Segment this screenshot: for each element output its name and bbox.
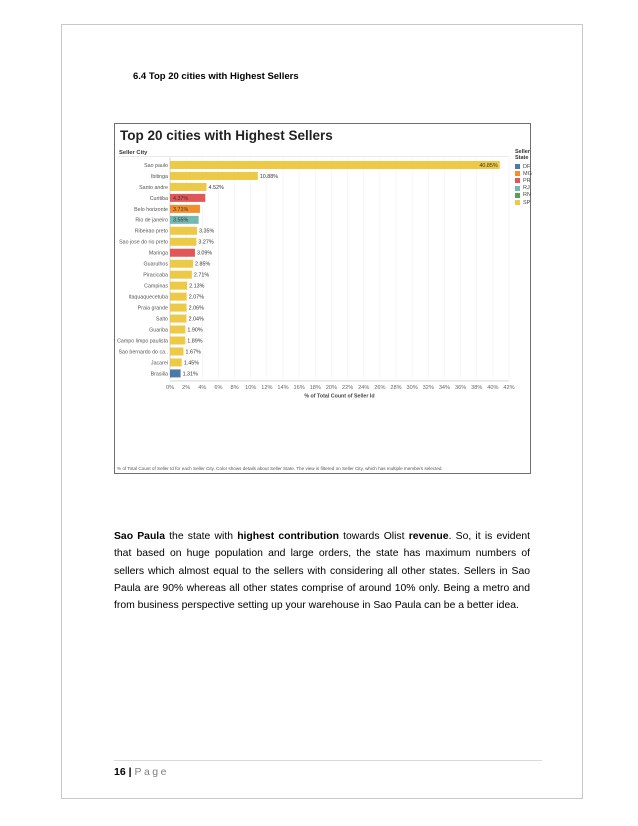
footer-separator: |: [125, 766, 135, 778]
x-tick-label: 10%: [245, 384, 257, 391]
category-label: Piracicaba: [143, 272, 168, 279]
page-footer: [114, 766, 169, 778]
legend-swatch: [515, 171, 520, 176]
bar: [170, 315, 186, 323]
chart-title: Top 20 cities with Highest Sellers: [120, 128, 333, 143]
legend-item: [515, 199, 532, 206]
legend-item: [515, 177, 532, 184]
legend-swatch: [515, 164, 520, 169]
para-text-1: the state with: [164, 531, 238, 542]
x-tick-label: 26%: [374, 384, 386, 391]
bar: [170, 161, 500, 169]
value-label: 10.88%: [259, 173, 279, 180]
y-axis-title: Seller City: [119, 150, 148, 156]
category-label: Guarulhos: [143, 261, 168, 268]
value-label: 40.85%: [479, 162, 498, 169]
bar: [170, 337, 185, 345]
bar-chart: [115, 124, 530, 473]
value-label: 3.27%: [198, 239, 214, 246]
value-label: 2.04%: [188, 316, 204, 323]
x-tick-label: 28%: [390, 384, 402, 391]
x-tick-label: 18%: [309, 384, 321, 391]
legend-label: DF: [523, 163, 531, 170]
bar: [170, 227, 197, 235]
category-label: Curitiba: [149, 195, 168, 202]
category-label: Guariba: [149, 327, 168, 334]
category-label: Praia grande: [137, 305, 168, 312]
value-label: 3.71%: [173, 206, 189, 213]
bar: [170, 347, 183, 355]
x-tick-label: 16%: [293, 384, 305, 391]
x-tick-label: 38%: [471, 384, 483, 391]
page-number: 16: [114, 766, 126, 778]
body-paragraph: [114, 528, 530, 614]
para-text-2: towards Olist: [338, 531, 409, 542]
x-tick-label: 12%: [261, 384, 273, 391]
x-tick-label: 2%: [182, 384, 191, 391]
category-label: Rio de janeiro: [135, 217, 168, 224]
legend-label: SP: [523, 199, 531, 206]
x-tick-label: 34%: [438, 384, 451, 391]
state-name: Sao Paula: [114, 531, 165, 542]
legend-label: RN: [523, 192, 531, 199]
chart-figure: [114, 123, 531, 474]
x-tick-label: 32%: [422, 384, 434, 391]
category-label: Sao paulo: [144, 162, 168, 169]
x-tick-label: 14%: [277, 384, 289, 391]
category-label: Itaquaquecetuba: [128, 294, 168, 301]
value-label: 2.06%: [188, 305, 204, 312]
legend-item: [515, 185, 532, 192]
x-tick-label: 40%: [487, 384, 499, 391]
x-tick-label: 4%: [198, 384, 207, 391]
x-tick-label: 24%: [358, 384, 370, 391]
bar: [170, 249, 195, 257]
chart-legend: [515, 149, 532, 206]
section-heading: 6.4 Top 20 cities with Highest Sellers: [133, 71, 299, 82]
category-label: Brasilia: [150, 371, 168, 378]
legend-swatch: [515, 178, 520, 183]
x-tick-label: 30%: [406, 384, 418, 391]
category-label: Maringa: [148, 250, 168, 257]
footer-rule: [114, 760, 542, 761]
legend-item: [515, 170, 532, 177]
category-label: Salto: [155, 316, 168, 323]
legend-label: MG: [523, 170, 532, 177]
x-tick-label: 20%: [325, 384, 338, 391]
page-label: Page: [134, 766, 169, 778]
value-label: 1.90%: [187, 327, 203, 334]
x-tick-label: 36%: [454, 384, 467, 391]
category-label: Santo andre: [139, 184, 168, 191]
bar: [170, 369, 181, 377]
value-label: 1.89%: [187, 338, 203, 345]
value-label: 2.85%: [195, 261, 211, 268]
value-label: 4.52%: [208, 184, 224, 191]
bar: [170, 260, 193, 268]
legend-swatch: [515, 193, 520, 198]
value-label: 3.09%: [196, 250, 213, 257]
x-tick-label: 8%: [230, 384, 239, 391]
legend-label: RJ: [523, 185, 530, 192]
bar: [170, 326, 185, 334]
legend-title: Seller State: [515, 149, 530, 161]
bar: [170, 183, 206, 191]
highlight-contribution: highest contribution: [237, 531, 339, 542]
legend-item: [515, 192, 532, 199]
legend-item: [515, 163, 532, 170]
value-label: 1.31%: [182, 371, 198, 378]
category-label: Campo limpo paulista: [117, 338, 168, 345]
bar: [170, 238, 196, 246]
category-label: Jacarei: [150, 360, 168, 367]
category-label: Ibitinga: [150, 173, 168, 180]
legend-label: PR: [523, 177, 531, 184]
value-label: 2.71%: [193, 272, 210, 279]
category-label: Belo horizonte: [134, 206, 168, 213]
value-label: 2.07%: [188, 294, 205, 301]
value-label: 1.67%: [185, 349, 201, 356]
value-label: 1.45%: [183, 360, 200, 367]
bar: [170, 172, 258, 180]
value-label: 3.55%: [173, 217, 189, 224]
legend-swatch: [515, 186, 520, 191]
highlight-revenue: revenue: [408, 531, 449, 542]
category-label: Campinas: [144, 283, 168, 290]
x-tick-label: 0%: [165, 384, 175, 391]
x-axis-title: % of Total Count of Seller Id: [304, 393, 375, 400]
x-tick-label: 6%: [214, 384, 223, 391]
value-label: 4.37%: [173, 195, 189, 202]
value-label: 3.35%: [199, 228, 215, 235]
x-tick-label: 42%: [503, 384, 515, 391]
category-label: Sao jose do rio preto: [119, 239, 168, 246]
category-label: Ribeirao preto: [134, 228, 168, 235]
chart-caption: % of Total Count of Seller Id for each Seller City. Color shows details about Seller State. The view is filtered on Seller City, which has multiple members selected.: [117, 466, 443, 471]
bar: [170, 358, 182, 366]
x-tick-label: 22%: [341, 384, 354, 391]
bar: [170, 304, 187, 312]
bar: [170, 293, 187, 301]
para-text-3: . So, it is evident that based on huge population and large orders, the state has maximum numbers of sellers which almost equal to the sellers with considering all other states. Sellers in Sao Paula are 90% whereas all other states comprise of around 10% only. Being a metro and from business perspective setting up your warehouse in Sao Paula can be a better idea.: [114, 531, 531, 612]
value-label: 2.13%: [189, 283, 205, 290]
bar: [170, 282, 187, 290]
category-label: Sao bernardo do ca..: [118, 349, 168, 356]
bar: [170, 271, 192, 279]
legend-swatch: [515, 200, 520, 205]
